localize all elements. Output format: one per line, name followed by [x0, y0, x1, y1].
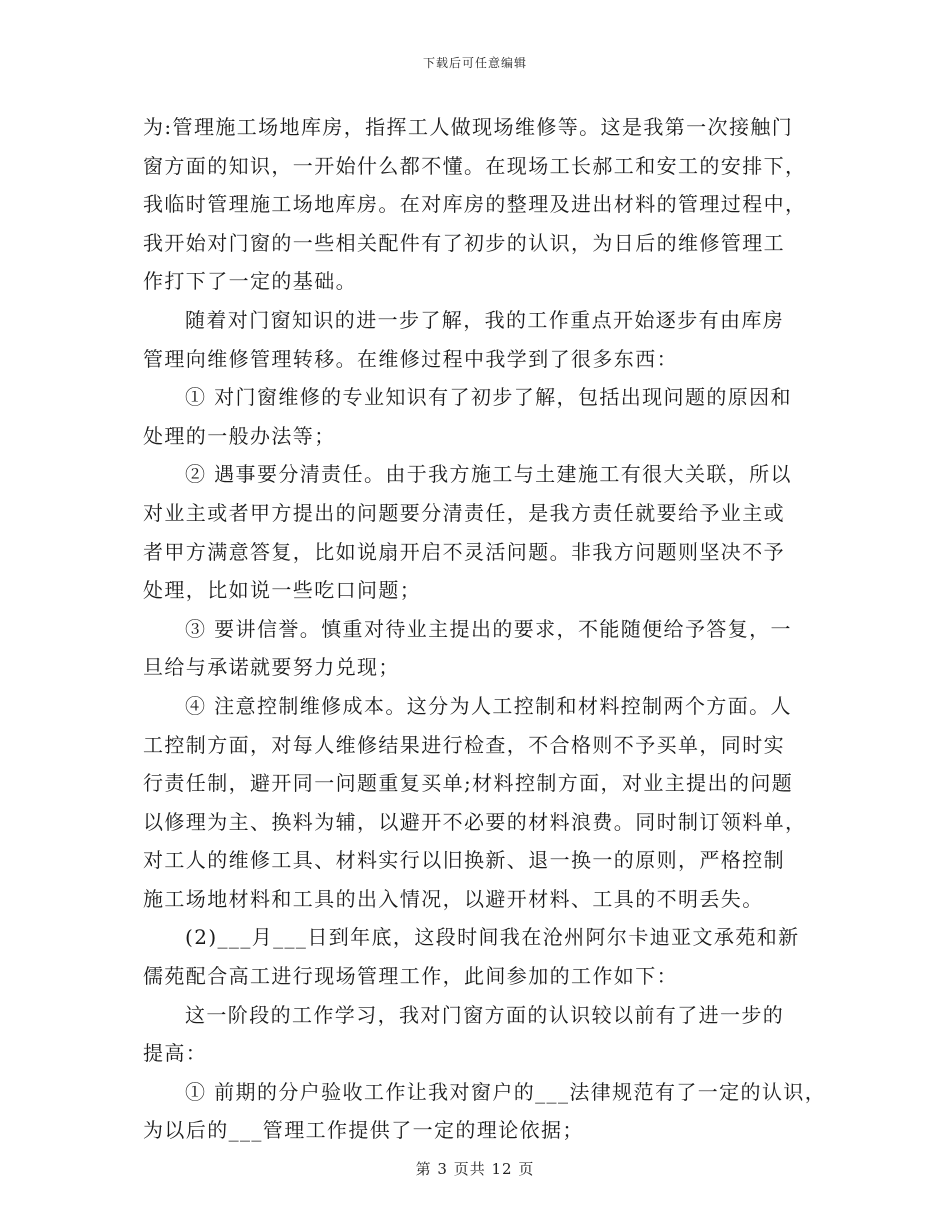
- text-line: 我开始对门窗的一些相关配件有了初步的认识，为日后的维修管理工: [143, 230, 785, 255]
- text-line: 处理的一般办法等；: [143, 423, 336, 448]
- text-line: (2)___月___日到年底，这段时间我在沧州阿尔卡迪亚文承苑和新: [185, 925, 800, 950]
- text-line: ② 遇事要分清责任。由于我方施工与土建施工有很大关联，所以: [185, 462, 792, 487]
- text-line: 这一阶段的工作学习，我对门窗方面的认识较以前有了进一步的: [185, 1002, 785, 1027]
- text-line: 提高：: [143, 1041, 208, 1066]
- text-line: 处理，比如说一些吃口问题；: [143, 578, 422, 603]
- text-line: ① 对门窗维修的专业知识有了初步了解，包括出现问题的原因和: [185, 385, 792, 410]
- text-line: 窗方面的知识，一开始什么都不懂。在现场工长郝工和安工的安排下，: [143, 153, 807, 178]
- text-line: 管理向维修管理转移。在维修过程中我学到了很多东西：: [143, 346, 678, 371]
- text-line: 为:管理施工场地库房，指挥工人做现场维修等。这是我第一次接触门: [143, 115, 794, 139]
- text-line: 为以后的___管理工作提供了一定的理论依据；: [143, 1118, 584, 1143]
- document-body: [143, 108, 827, 1150]
- text-line: 随着对门窗知识的进一步了解，我的工作重点开始逐步有由库房: [185, 307, 785, 332]
- text-line: 行责任制，避开同一问题重复买单;材料控制方面，对业主提出的问题: [143, 771, 794, 796]
- text-line: 施工场地材料和工具的出入情况，以避开材料、工具的不明丢失。: [143, 886, 764, 911]
- text-line: 以修理为主、换料为辅，以避开不必要的材料浪费。同时制订领料单，: [143, 809, 807, 834]
- text-line: 对工人的维修工具、材料实行以旧换新、退一换一的原则，严格控制: [143, 848, 785, 873]
- text-line: 儒苑配合高工进行现场管理工作，此间参加的工作如下：: [143, 964, 678, 989]
- text-line: ① 前期的分户验收工作让我对窗户的___法律规范有了一定的认识，: [185, 1079, 827, 1104]
- page-header: 下载后可任意编辑: [422, 56, 527, 70]
- text-line: 我临时管理施工场地库房。在对库房的整理及进出材料的管理过程中，: [143, 192, 807, 217]
- text-line: ③ 要讲信誉。慎重对待业主提出的要求，不能随便给予答复，一: [185, 616, 792, 641]
- text-line: 作打下了一定的基础。: [143, 269, 357, 294]
- text-line: 者甲方满意答复，比如说扇开启不灵活问题。非我方问题则坚决不予: [143, 539, 785, 564]
- text-line: 对业主或者甲方提出的问题要分清责任，是我方责任就要给予业主或: [143, 500, 785, 525]
- text-line: 工控制方面，对每人维修结果进行检查，不合格则不予买单，同时实: [143, 732, 785, 757]
- page-footer: 第 3 页共 12 页: [415, 1160, 535, 1178]
- text-line: ④ 注意控制维修成本。这分为人工控制和材料控制两个方面。人: [185, 693, 792, 718]
- text-line: 旦给与承诺就要努力兑现；: [143, 655, 400, 680]
